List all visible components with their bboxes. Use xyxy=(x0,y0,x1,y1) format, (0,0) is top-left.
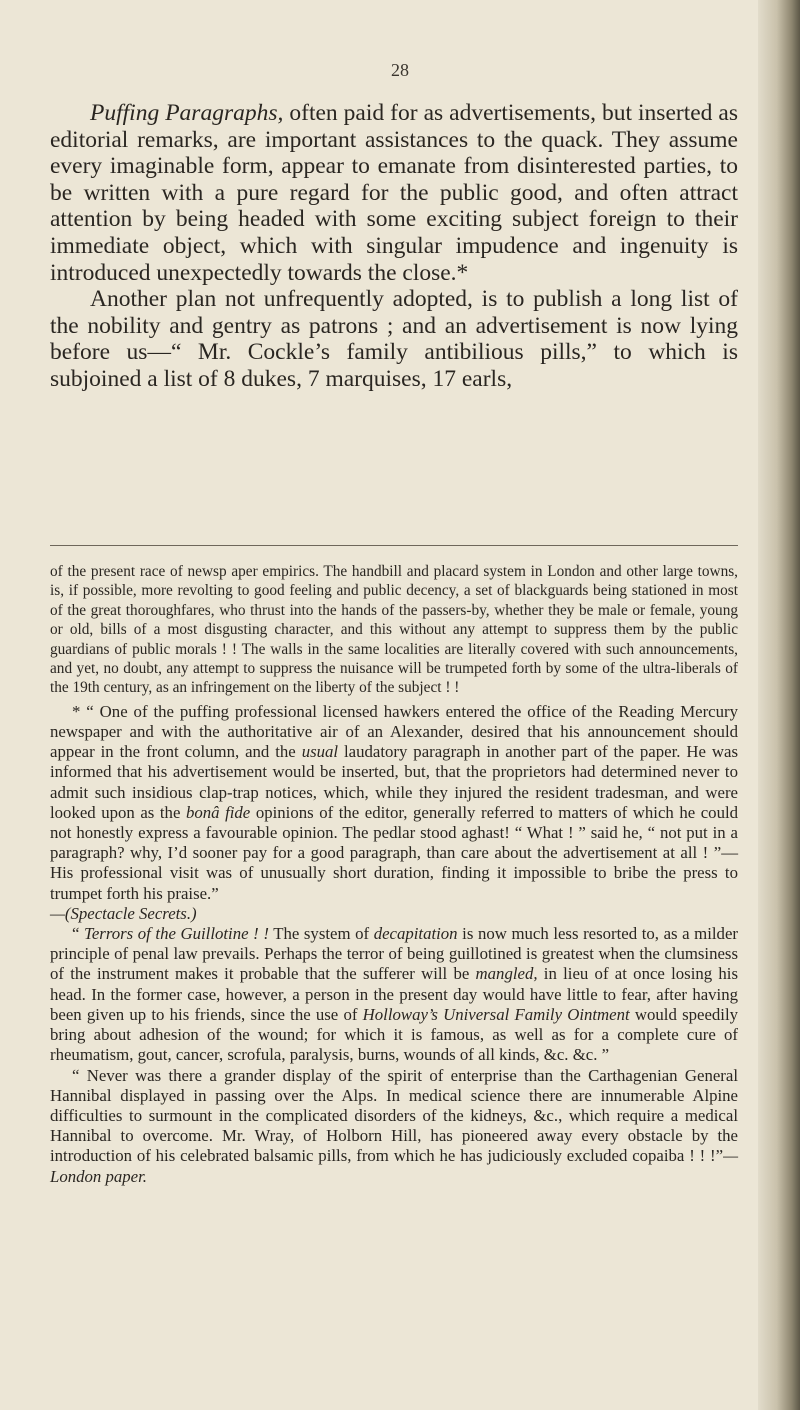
footnote-text: would speedily bring about adhesion of the wound; for which it is famous, as well as for a complete cure of rheumatism, gout, cancer, scrofula, paralysis, burns, wounds of all kinds, &c. &c. ” xyxy=(50,1004,738,1065)
emphasis-decapitation: decapitation xyxy=(373,924,458,944)
footnote-text: laudatory paragraph in another part of the paper. He was informed that his advertisement would be inserted, but, that the proprietors had determined never to admit such insidious clap-trap notices, which, while they injured the resident tradesman, and were looked upon as the xyxy=(50,742,738,822)
citation-london-paper: —London paper. xyxy=(50,1146,738,1186)
emphasis-bona-fide: bonâ fide xyxy=(185,802,251,822)
emphasis-ointment: Holloway’s Universal Family Ointment xyxy=(362,1004,630,1024)
quote-mark: “ xyxy=(72,924,85,944)
emphasis-usual: usual xyxy=(301,742,339,762)
footnote-text: * “ One of the puffing professional licensed hawkers entered the office of the Reading Mercury newspaper and with the authoritative air of an Alexander, desired that his announcement should appear in the front column, and the xyxy=(50,701,738,762)
footnote-text: “ Never was there a grander display of the spirit of enterprise than the Carthagenian General Hannibal displayed in passing over the Alps. In medical science there are innumerable Alpine difficulties to surmount in the complicated disorders of the kidneys, &c., which require a medical Hannibal to overcome. Mr. Wray, of Holborn Hill, has pioneered away every obstacle by the introduction of his celebrated balsamic pills, from which he has judiciously excluded copaiba ! ! !” xyxy=(50,1065,738,1166)
paragraph-patrons: Another plan not unfrequently adopted, is to publish a long list of the nobility and gentry as patrons ; and an advertisement is now lying before us—“ Mr. Cockle’s family antibilious pills,” to which is subjoined a list of 8 dukes, 7 marquises, 17 earls, xyxy=(50,286,738,392)
guillotine-title: Terrors of the Guillotine ! ! xyxy=(84,924,269,944)
footnote-text: in lieu of at once losing his head. In the former case, however, a person in the present day would have little to fear, after having been given up to his friends, since the use of xyxy=(50,964,738,1024)
footnote-text: The system of xyxy=(268,924,374,944)
footnote-continuation: of the present race of newsp aper empirics. The handbill and placard system in London and other large towns, is, if possible, more revolting to good feeling and public decency, a set of blackguards being stationed in most of the great thoroughfares, who thrust into the hands of the passers-by, whether they be male or female, young or old, bills of a most disgusting character, and this without any attempt to suppress them by the public guardians of public morals ! ! The walls in the same localities are literally covered with such announcements, and yet, no doubt, any attempt to suppress the nuisance will be trumpeted forth by some of the ultra-liberals of the 19th century, as an infringement on the liberty of the subject ! ! xyxy=(50,563,738,697)
footnote-hannibal xyxy=(50,1066,738,1187)
page-edge-shadow xyxy=(758,0,800,1410)
footnote-source-spectacle xyxy=(50,904,738,924)
footnote-guillotine xyxy=(50,924,738,1065)
paragraph-text: often paid for as advertisements, but inserted as editorial remarks, are important assistances to the quack. They assume every imaginable form, appear to emanate from disinterested parties, to be written with a pure regard for the public good, and often attract attention by being headed with some exciting subject foreign to their immediate object, which with singular impudence and ingenuity is introduced unexpectedly towards the close.* xyxy=(50,100,739,286)
footnotes xyxy=(50,562,738,1187)
footnote-text: opinions of the editor, generally referred to matters of which he could not honestly express a favourable opinion. The pedlar stood aghast! “ What ! ” said he, “ not put in a paragraph? why, I’d sooner pay for a good paragraph, than care about the advertisement at all ! ”—His professional visit was of unusually short duration, finding it impossible to bribe the press to trumpet forth his praise.” xyxy=(50,802,739,903)
footnote-divider xyxy=(50,545,738,546)
footnote-text: is now much less resorted to, as a milder principle of penal law prevails. Perhaps the terror of being guillotined is greatest when the clumsiness of the instrument makes it probable that the sufferer will be xyxy=(50,924,738,984)
main-body xyxy=(50,100,738,393)
emphasis-mangled: mangled, xyxy=(475,964,538,984)
section-title: Puffing Paragraphs, xyxy=(90,100,284,126)
footnote-star xyxy=(50,702,738,904)
paragraph-puffing xyxy=(50,100,738,286)
page-number: 28 xyxy=(391,60,409,80)
citation-spectacle: —(Spectacle Secrets.) xyxy=(50,903,197,923)
